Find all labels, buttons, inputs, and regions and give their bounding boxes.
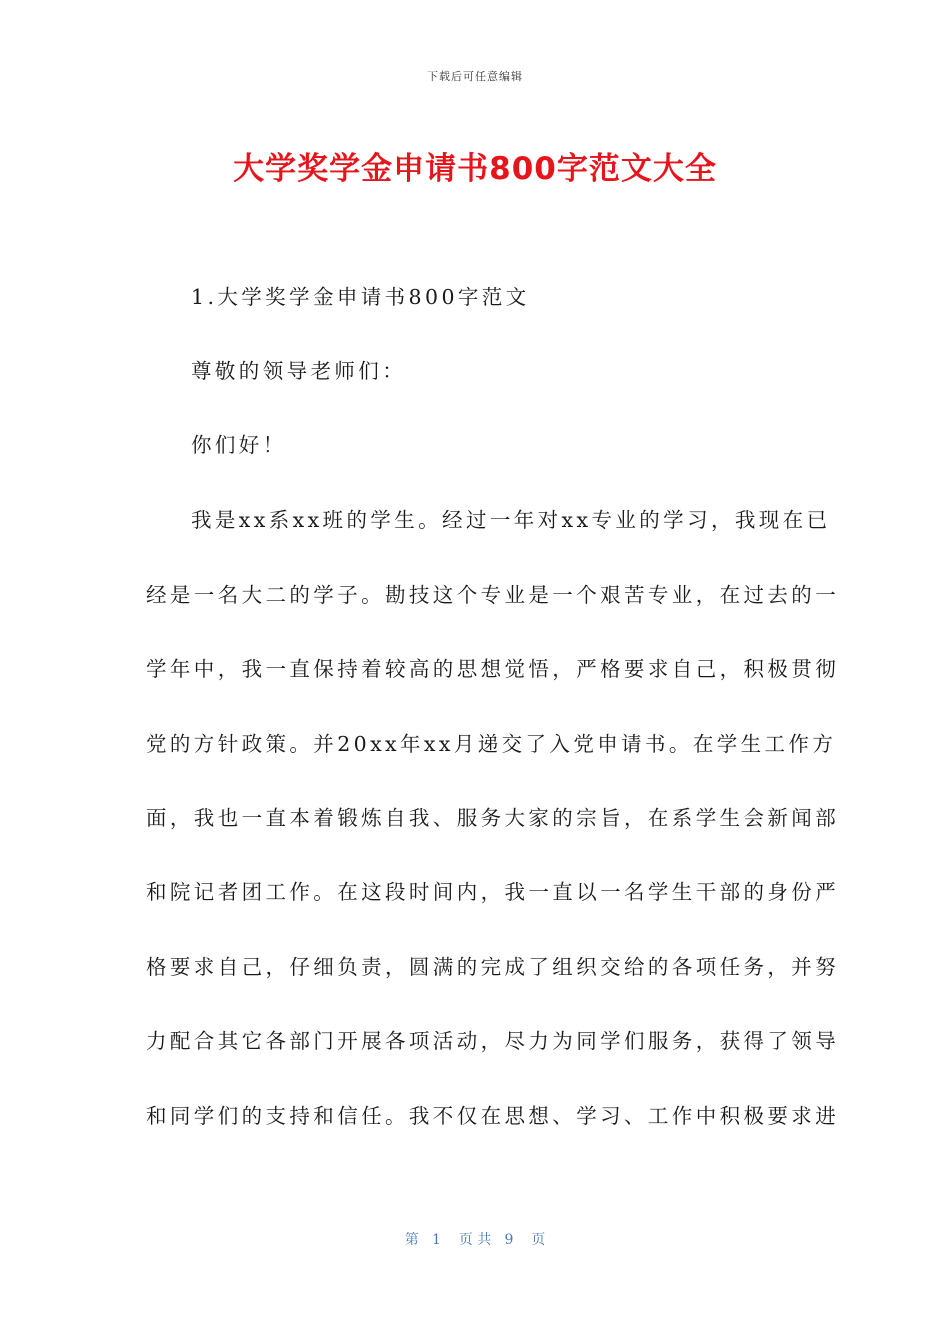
body-line: 力配合其它各部门开展各项活动，尽力为同学们服务，获得了领导: [146, 1029, 840, 1053]
body-line: 和院记者团工作。在这段时间内，我一直以一名学生干部的身份严: [146, 880, 840, 904]
body-line: 格要求自己，仔细负责，圆满的完成了组织交给的各项任务，并努: [146, 955, 840, 979]
document-title: 大学奖学金申请书800字范文大全: [233, 151, 717, 187]
body-line: 经是一名大二的学子。勘技这个专业是一个艰苦专业，在过去的一: [146, 583, 840, 607]
greeting: 你们好！: [191, 433, 287, 457]
body-line: 党的方针政策。并20xx年xx月递交了入党申请书。在学生工作方: [146, 732, 837, 756]
body-line: 我是xx系xx班的学生。经过一年对xx专业的学习，我现在已: [191, 508, 831, 532]
salutation: 尊敬的领导老师们：: [191, 359, 407, 383]
body-line: 面，我也一直本着锻炼自我、服务大家的宗旨，在系学生会新闻部: [146, 806, 840, 830]
section-heading: 1.大学奖学金申请书800字范文: [191, 285, 530, 309]
page-number-footer: 第 1 页 共 9 页: [404, 1232, 546, 1248]
page-header-note: 下载后可任意编辑: [427, 70, 523, 83]
body-line: 和同学们的支持和信任。我不仅在思想、学习、工作中积极要求进: [146, 1104, 840, 1128]
body-line: 学年中，我一直保持着较高的思想觉悟，严格要求自己，积极贯彻: [146, 657, 840, 681]
